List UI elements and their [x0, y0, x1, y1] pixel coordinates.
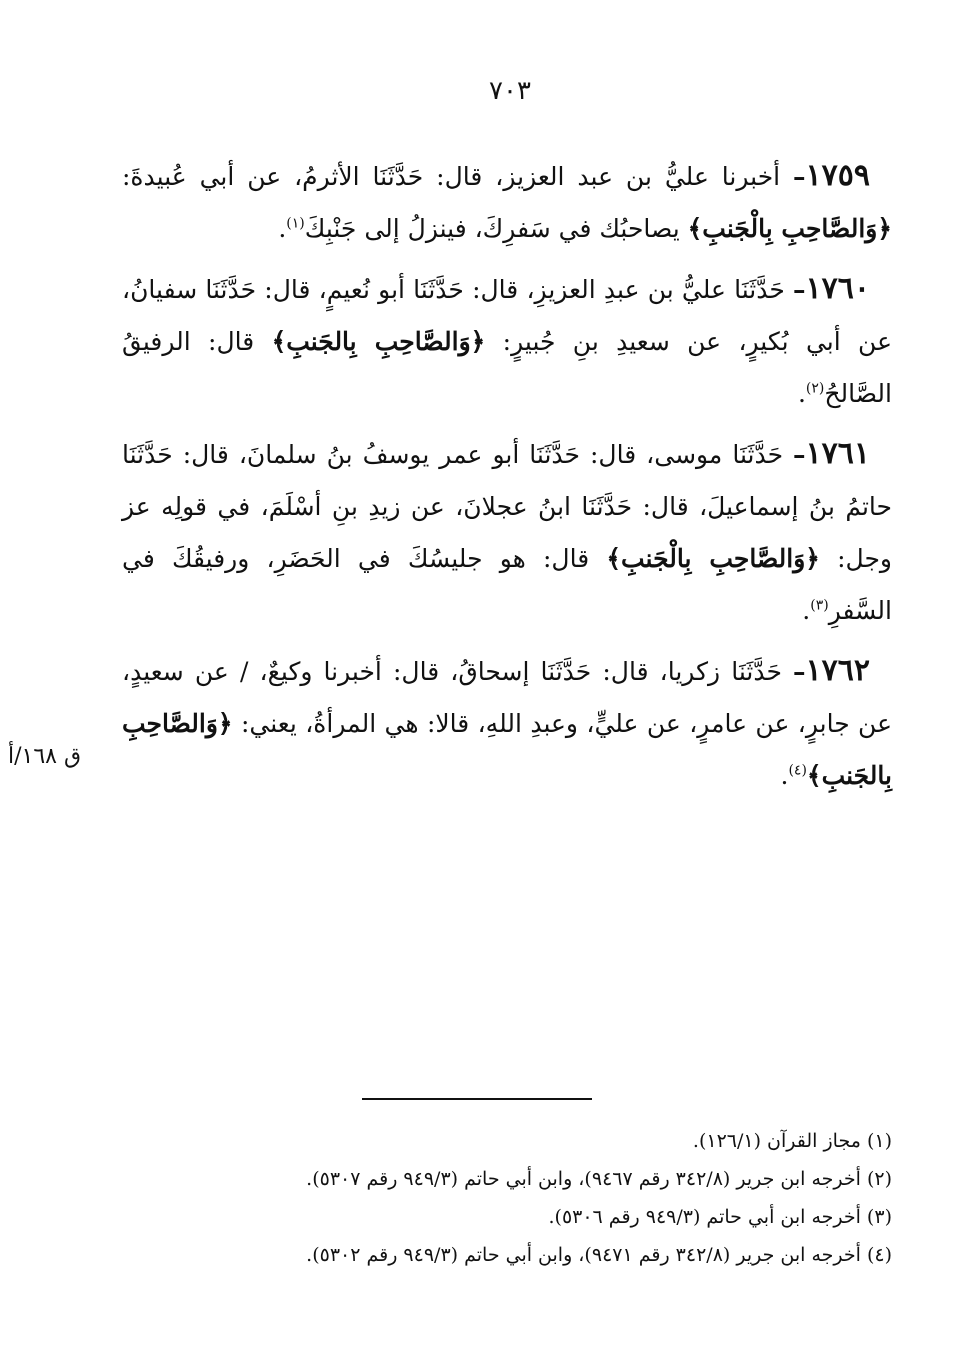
footnote-2: (٢) أخرجه ابن جرير (٣٤٢/٨ رقم ٩٤٦٧)، وابن أبي حاتم (٩٤٩/٣ رقم ٥٣٠٧). [306, 1168, 892, 1190]
entry-dash: – [793, 657, 806, 686]
quran-quote: ﴿وَالصَّاحِبِ بِالجَنبِ﴾ [122, 709, 892, 790]
entry-end: . [278, 214, 287, 243]
entry-number: ١٧٥٩ [805, 158, 870, 193]
quran-quote: ﴿وَالصَّاحِبِ بِالْجَنبِ﴾ [687, 214, 892, 243]
entry-text: قال: هو جليسُكَ في الحَضَرِ، ورفيقُكَ في السَّفرِ [122, 544, 892, 625]
entry-number: ١٧٦٠ [805, 271, 870, 306]
entry-end: . [797, 379, 806, 408]
entry-text: حَدَّثَنَا زكريا، قال: حَدَّثَنَا إسحاقُ، قال: أخبرنا وكيعٌ، / عن سعيدٍ، عن جابرٍ، عن عامرٍ، عن عليٍّ، وعبدِ اللهِ، قالا: هي المرأةُ، يعني: [122, 657, 892, 738]
entry-dash: – [793, 440, 806, 469]
footnote-ref: (٢) [805, 380, 825, 397]
entry-text: قال: الرفيقُ الصَّالحُ [122, 327, 892, 408]
entry-end: . [780, 761, 789, 790]
entry-1762 [122, 645, 892, 802]
footnotes [112, 1122, 892, 1274]
page-number: ٧٠٣ [489, 76, 531, 106]
entry-text: يصاحبُك في سَفرِكَ، فينزلُ إلى جَنْبِكَ [304, 214, 688, 243]
body-text [122, 150, 892, 810]
entry-text: أخبرنا عليُّ بن عبد العزيز، قال: حَدَّثَنَا الأثرمُ، عن أبي عُبيدةَ: [122, 162, 794, 191]
entry-1760 [122, 263, 892, 420]
footnote-ref: (٣) [810, 597, 829, 614]
footnote-3: (٣) أخرجه ابن أبي حاتم (٩٤٩/٣ رقم ٥٣٠٦). [548, 1206, 892, 1228]
footnote-divider [362, 1098, 592, 1100]
footnote-ref: (٤) [788, 762, 807, 779]
entry-end: . [802, 596, 811, 625]
entry-text: حَدَّثَنَا عليُّ بن عبدِ العزيزِ، قال: حَدَّثَنَا أبو نُعيمٍ، قال: حَدَّثَنَا سفيانُ، عن أبي بُكيرٍ، عن سعيدِ بنِ جُبيرٍ: [122, 275, 893, 356]
entry-dash: – [793, 162, 806, 191]
entry-dash: – [793, 275, 806, 304]
entry-number: ١٧٦٢ [805, 653, 870, 688]
entry-text: حَدَّثَنَا موسى، قال: حَدَّثَنَا أبو عمر يوسفُ بنُ سلمانَ، قال: حَدَّثَنَا حاتمُ بنُ إسماعيلَ، قال: حَدَّثَنَا ابنُ عجلانَ، عن زيدِ بنِ أسْلَمَ، في قولِه عز وجل: [122, 440, 892, 573]
quran-quote: ﴿وَالصَّاحِبِ بِالجَنبِ﴾ [271, 327, 486, 356]
margin-note: ق ١٦٨/أ [8, 744, 82, 769]
entry-1759 [122, 150, 892, 255]
footnote-ref: (١) [286, 215, 305, 232]
entry-number: ١٧٦١ [805, 436, 870, 471]
quran-quote: ﴿وَالصَّاحِبِ بِالْجَنبِ﴾ [606, 544, 820, 573]
footnote-4: (٤) أخرجه ابن جرير (٣٤٢/٨ رقم ٩٤٧١)، وابن أبي حاتم (٩٤٩/٣ رقم ٥٣٠٢). [306, 1244, 892, 1266]
entry-1761 [122, 428, 892, 637]
footnote-1: (١) مجاز القرآن (١٢٦/١). [692, 1130, 892, 1152]
